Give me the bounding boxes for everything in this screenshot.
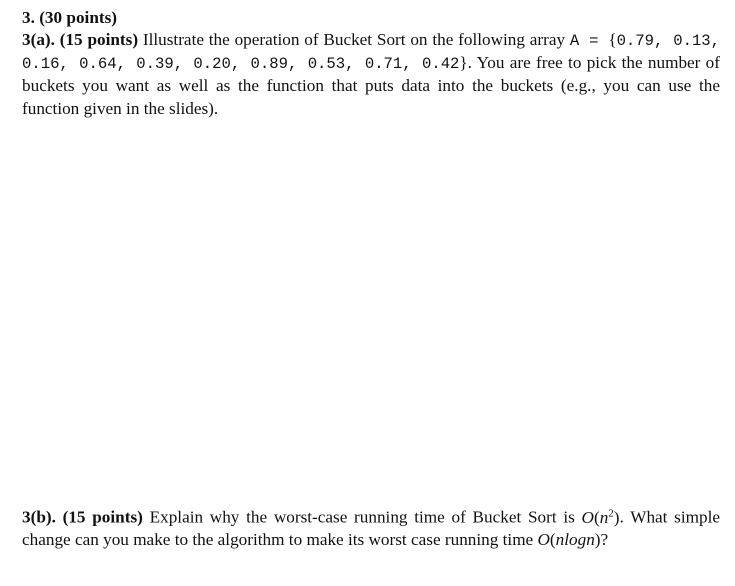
part-a-text-before: Illustrate the operation of Bucket Sort on the following array <box>138 30 570 49</box>
target-open-paren: ( <box>549 529 556 549</box>
part-a-label: 3(a). (15 points) <box>22 30 139 49</box>
array-equals: = <box>579 32 609 50</box>
part-a-paragraph <box>22 29 720 120</box>
part-b-text-middle: . What simple change can you make to the algorithm to make its worst case running time <box>22 507 720 549</box>
array-values: 0.79, 0.13, 0.16, 0.64, 0.39, 0.20, 0.89, 0.53, 0.71, 0.42 <box>22 32 721 74</box>
worst-case-variable: n <box>599 507 609 527</box>
target-variable: nlogn <box>555 529 595 549</box>
worst-case-complexity <box>582 508 620 527</box>
part-a-text-after: . You are free to pick the number of buckets you want as well as the function that puts data into the buckets (e.g., you can use the function given in the slides). <box>22 53 720 118</box>
array-name: A <box>569 32 580 50</box>
part-b-paragraph <box>22 502 720 551</box>
worst-case-close-paren: ) <box>613 507 620 527</box>
part-b-text-before: Explain why the worst-case running time of Bucket Sort is <box>142 507 582 527</box>
worst-case-open-paren: ( <box>593 507 600 527</box>
array-close-brace: } <box>459 53 468 73</box>
worst-case-big-o: O <box>581 507 594 527</box>
target-complexity <box>537 530 600 549</box>
answer-space <box>22 120 720 490</box>
array-open-brace: { <box>608 30 617 49</box>
target-big-o: O <box>537 529 550 549</box>
part-b-text-after: ? <box>600 529 609 549</box>
part-b-label: 3(b). (15 points) <box>22 507 143 527</box>
worst-case-exponent: 2 <box>608 507 614 519</box>
question-title: 3. (30 points) <box>22 8 118 27</box>
target-close-paren: ) <box>594 529 601 549</box>
